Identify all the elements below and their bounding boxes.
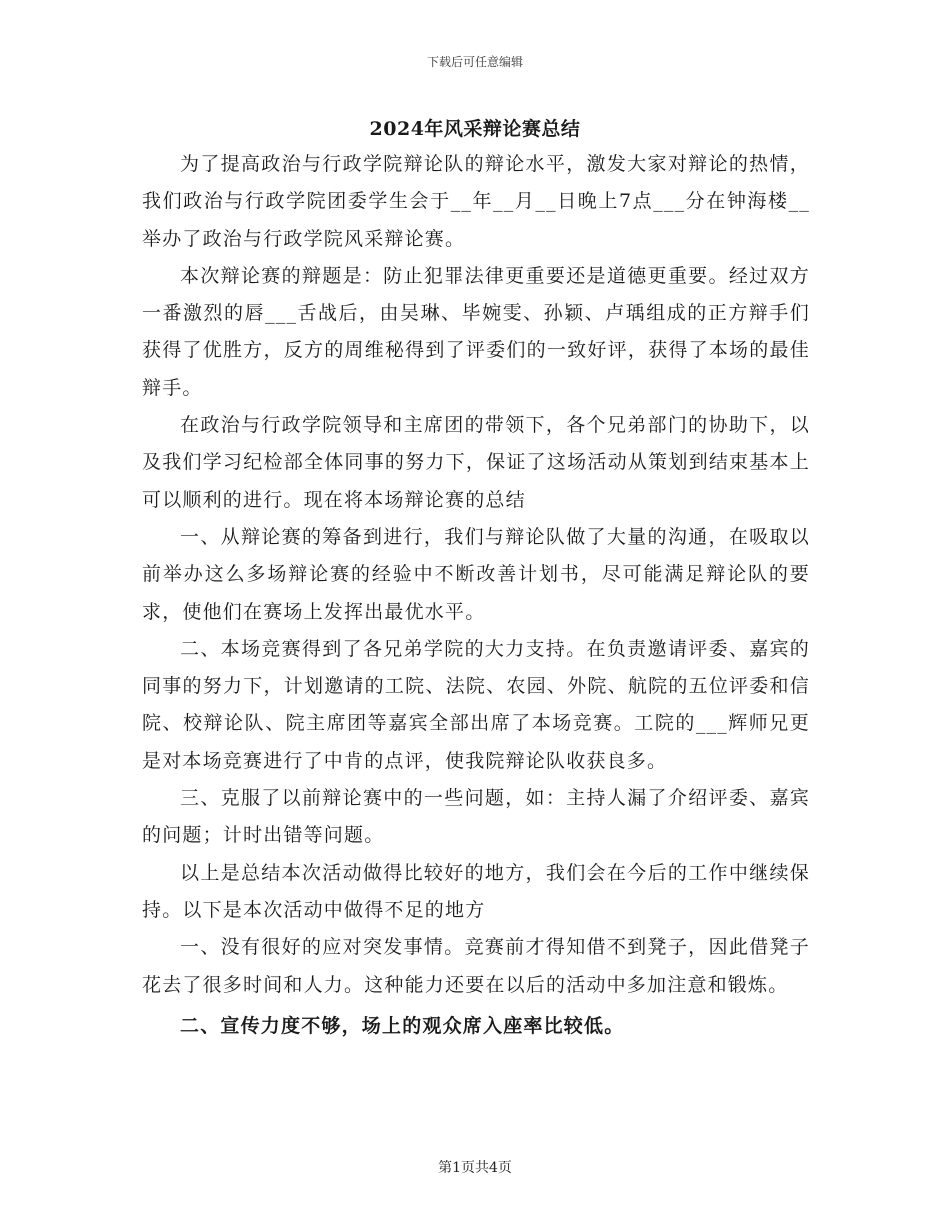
paragraph-7: 以上是总结本次活动做得比较好的地方，我们会在今后的工作中继续保持。以下是本次活动中做得不足的地方	[142, 861, 810, 921]
document-body	[142, 146, 810, 1045]
paragraph-1: 为了提高政治与行政学院辩论队的辩论水平，激发大家对辩论的热情，我们政治与行政学院团委学生会于__年__月__日晚上7点___分在钟海楼__举办了政治与行政学院风采辩论赛。	[142, 153, 810, 250]
document-title: 2024年风采辩论赛总结	[369, 118, 581, 140]
paragraph-3: 在政治与行政学院领导和主席团的带领下，各个兄弟部门的协助下，以及我们学习纪检部全体同事的努力下，保证了这场活动从策划到结束基本上可以顺利的进行。现在将本场辩论赛的总结	[142, 414, 810, 511]
paragraph-8: 一、没有很好的应对突发事情。竞赛前才得知借不到凳子，因此借凳子花去了很多时间和人力。这种能力还要在以后的活动中多加注意和锻炼。	[142, 936, 810, 996]
header-note: 下载后可任意编辑	[426, 55, 523, 69]
bold-paragraph: 二、宣传力度不够，场上的观众席入座率比较低。	[180, 1014, 625, 1037]
paragraph-4: 一、从辩论赛的筹备到进行，我们与辩论队做了大量的沟通，在吸取以前举办这么多场辩论赛的经验中不断改善计划书，尽可能满足辩论队的要求，使他们在赛场上发挥出最优水平。	[142, 525, 810, 623]
paragraph-2: 本次辩论赛的辩题是：防止犯罪法律更重要还是道德更重要。经过双方一番激烈的唇___舌战后，由吴琳、毕婉雯、孙颖、卢瑀组成的正方辩手们获得了优胜方，反方的周维秘得到了评委们的一致好评，获得了本场的最佳辩手。	[142, 264, 810, 399]
page-footer: 第1页共4页	[438, 1160, 512, 1176]
paragraph-5: 二、本场竞赛得到了各兄弟学院的大力支持。在负责邀请评委、嘉宾的同事的努力下，计划邀请的工院、法院、农园、外院、航院的五位评委和信院、校辩论队、院主席团等嘉宾全部出席了本场竞赛。工院的___辉师兄更是对本场竞赛进行了中肯的点评，使我院辩论队收获良多。	[142, 637, 810, 772]
paragraph-6: 三、克服了以前辩论赛中的一些问题，如：主持人漏了介绍评委、嘉宾的问题；计时出错等问题。	[142, 787, 810, 847]
